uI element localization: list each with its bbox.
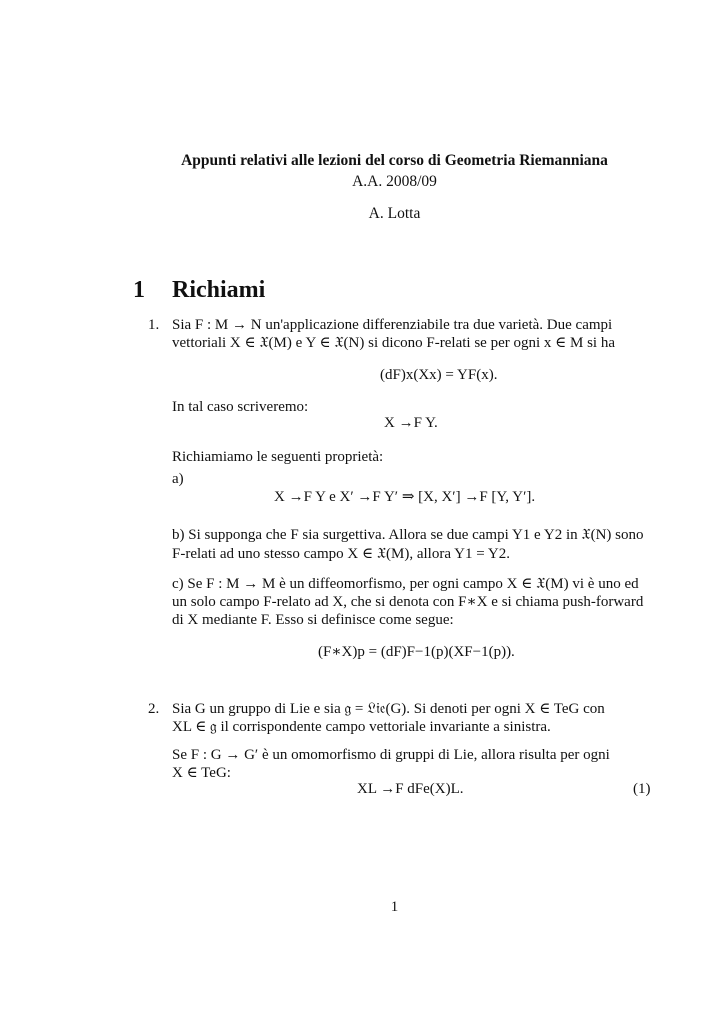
item-1-intro-3: Richiamiamo le seguenti proprietà: xyxy=(172,449,384,465)
academic-year: A.A. 2008/09 xyxy=(352,173,437,190)
property-c-line-1: c) Se F : M → M è un diffeomorfismo, per ogni campo X ∈ 𝔛(M) vi è uno ed xyxy=(172,576,639,592)
item-1-intro-2: In tal caso scriveremo: xyxy=(172,399,309,415)
property-a-label: a) xyxy=(172,471,184,487)
item-2-line-1: Sia G un gruppo di Lie e sia 𝔤 = 𝔏𝔦𝔢(G). Si denoti per ogni X ∈ TeG con xyxy=(172,701,605,717)
equation-push-forward: (F∗X)p = (dF)F−1(p)(XF−1(p)). xyxy=(318,644,515,660)
author: A. Lotta xyxy=(368,205,421,222)
property-c-line-2: un solo campo F-relato ad X, che si denota con F∗X e si chiama push-forward xyxy=(172,594,644,610)
equation-invariant-field: XL →F dFe(X)L. xyxy=(357,781,464,797)
property-b-line-1: b) Si supponga che F sia surgettiva. Allora se due campi Y1 e Y2 in 𝔛(N) sono xyxy=(172,527,644,543)
section-title: Richiami xyxy=(172,277,266,303)
item-2-line-4: X ∈ TeG: xyxy=(172,765,231,781)
item-1-number: 1. xyxy=(148,317,160,333)
item-2-number: 2. xyxy=(148,701,160,717)
item-2-line-3: Se F : G → G′ è un omomorfismo di gruppi di Lie, allora risulta per ogni xyxy=(172,747,610,763)
page-number: 1 xyxy=(390,899,399,915)
property-b-line-2: F-relati ad uno stesso campo X ∈ 𝔛(M), allora Y1 = Y2. xyxy=(172,546,510,562)
section-number: 1 xyxy=(133,277,145,303)
property-c-line-3: di X mediante F. Esso si definisce come segue: xyxy=(172,612,454,628)
item-2-line-2: XL ∈ 𝔤 il corrispondente campo vettoriale invariante a sinistra. xyxy=(172,719,551,735)
equation-f-related: (dF)x(Xx) = YF(x). xyxy=(380,367,498,383)
equation-number: (1) xyxy=(633,781,651,797)
document-title: Appunti relativi alle lezioni del corso di Geometria Riemanniana xyxy=(181,152,608,169)
item-1-line-1: Sia F : M → N un'applicazione differenziabile tra due varietà. Due campi xyxy=(172,317,613,333)
equation-notation: X →F Y. xyxy=(384,415,438,431)
property-a-equation: X →F Y e X′ →F Y′ ⇒ [X, X′] →F [Y, Y′]. xyxy=(274,489,536,505)
item-1-line-2: vettoriali X ∈ 𝔛(M) e Y ∈ 𝔛(N) si dicono F-relati se per ogni x ∈ M si ha xyxy=(172,335,616,351)
